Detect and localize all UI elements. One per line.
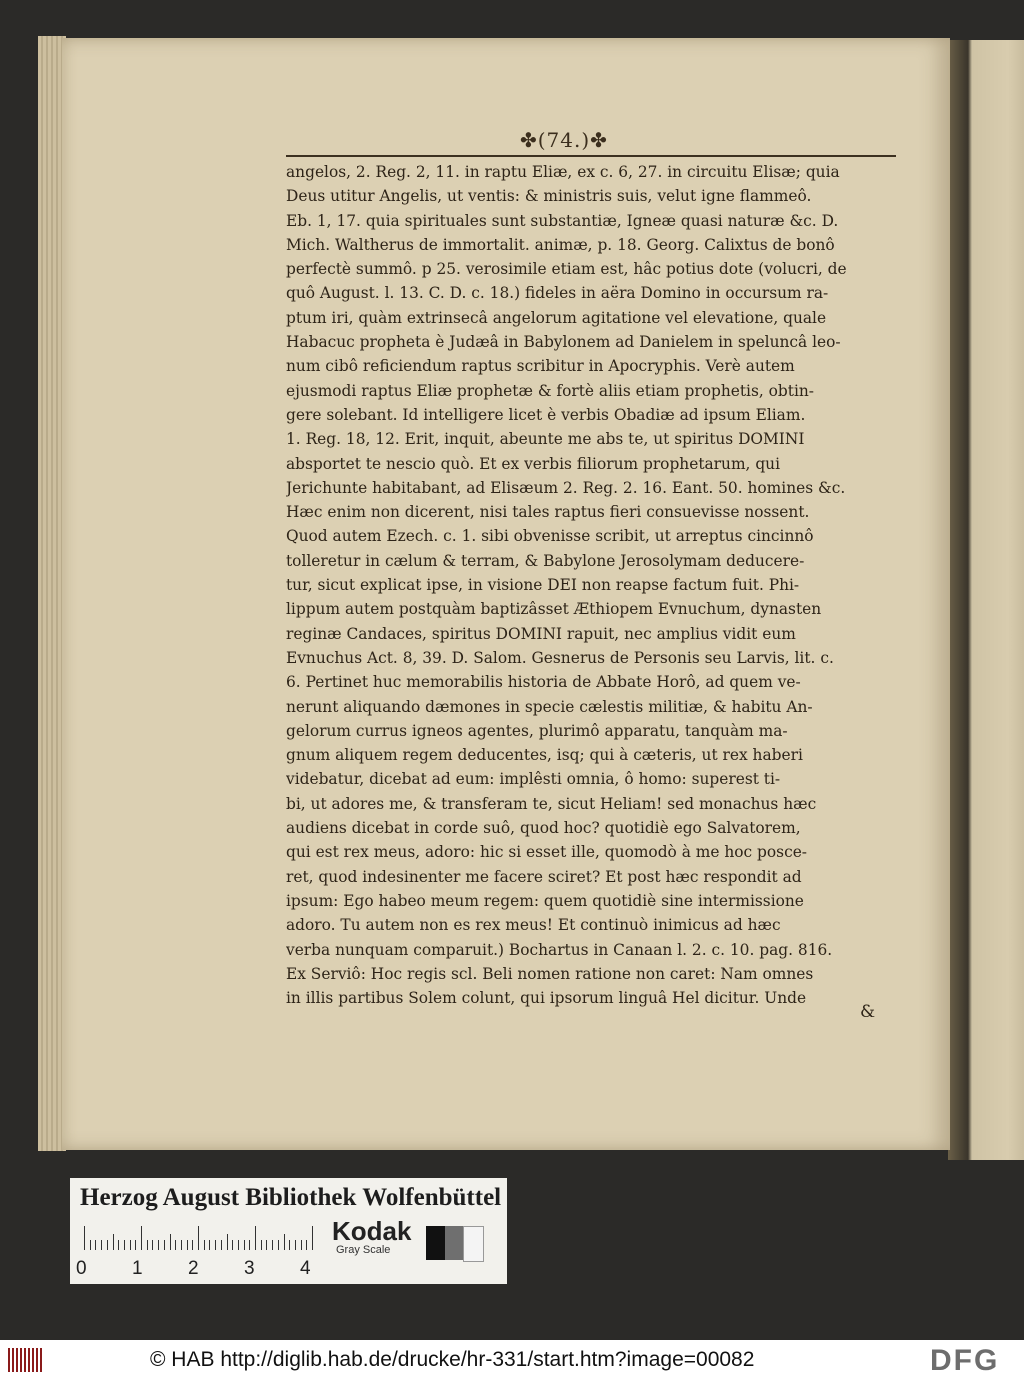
- ruler-tick: [198, 1226, 199, 1250]
- ruler-tick: [232, 1240, 233, 1250]
- kodak-logo: Kodak: [332, 1216, 412, 1246]
- catchword: &: [860, 1002, 876, 1022]
- ruler-tick: [101, 1240, 102, 1250]
- text-line: ptum iri, quàm extrinsecâ angelorum agitatione vel elevatione, quale: [286, 308, 827, 327]
- text-line: angelos, 2. Reg. 2, 11. in raptu Eliæ, ex c. 6, 27. in circuitu Elisæ; quia: [286, 163, 840, 181]
- text-line: verba nunquam comparuit.) Bochartus in Canaan l. 2. c. 10. pag. 816.: [286, 940, 833, 959]
- ruler-tick: [187, 1240, 188, 1250]
- text-line: Deus utitur Angelis, ut ventis: & ministris suis, velut igne flammeô.: [286, 187, 812, 206]
- text-line: bi, ut adores me, & transferam te, sicut Heliam! sed monachus hæc: [286, 794, 817, 813]
- ruler-tick: [255, 1226, 256, 1250]
- ruler-tick: [272, 1240, 273, 1250]
- ruler-tick: [152, 1240, 153, 1250]
- library-name: Herzog August Bibliothek Wolfenbüttel: [80, 1184, 502, 1211]
- text-line: Hæc enim non dicerent, nisi tales raptus fieri consuevisse nossent.: [286, 503, 810, 522]
- swatch-gray: [445, 1226, 464, 1260]
- text-line: 6. Pertinet huc memorabilis historia de Abbate Horô, ad quem ve-: [286, 673, 801, 692]
- ruler-numbers: [76, 1258, 316, 1280]
- reference-card: [70, 1178, 507, 1284]
- ruler-tick: [113, 1234, 114, 1250]
- ruler-tick: [130, 1240, 131, 1250]
- ruler-tick: [147, 1240, 148, 1250]
- header-rule: [286, 155, 896, 157]
- text-line: nerunt aliquando dæmones in specie cælestis militiæ, & habitu An-: [286, 697, 813, 716]
- ruler-scale: [84, 1226, 312, 1250]
- ruler-tick: [249, 1240, 250, 1250]
- ruler-number: 3: [244, 1258, 255, 1279]
- ruler-tick: [284, 1234, 285, 1250]
- text-line: perfectè summô. p 25. verosimile etiam est, hâc potius dote (volucri, de: [286, 260, 847, 279]
- ruler-tick: [221, 1240, 222, 1250]
- ruler-tick: [175, 1240, 176, 1250]
- ruler-tick: [158, 1240, 159, 1250]
- footer-bar: [0, 1340, 1024, 1381]
- ruler-tick: [278, 1240, 279, 1250]
- text-line: ejusmodi raptus Eliæ prophetæ & fortè aliis etiam prophetis, obtin-: [286, 381, 815, 400]
- text-line: tur, sicut explicat ipse, in visione DEI non reapse factum fuit. Phi-: [286, 576, 800, 595]
- ruler-tick: [192, 1240, 193, 1250]
- ruler-number: 4: [300, 1258, 311, 1279]
- text-line: gnum aliquem regem deducentes, isq; qui à cæteris, ut rex haberi: [286, 746, 803, 765]
- ruler-tick: [107, 1240, 108, 1250]
- text-line: Quod autem Ezech. c. 1. sibi obvenisse scribit, ut arreptus cincinnô: [286, 527, 814, 546]
- gray-swatches: [426, 1226, 484, 1260]
- swatch-black: [426, 1226, 445, 1260]
- text-line: audiens dicebat in corde suô, quod hoc? quotidiè ego Salvatorem,: [286, 819, 801, 838]
- text-line: quô August. l. 13. C. D. c. 18.) fideles in aëra Domino in occursum ra-: [286, 284, 829, 303]
- ruler-tick: [261, 1240, 262, 1250]
- ruler-tick: [135, 1240, 136, 1250]
- ruler-number: 0: [76, 1258, 87, 1279]
- ruler-tick: [238, 1240, 239, 1250]
- ruler-tick: [164, 1240, 165, 1250]
- facing-page-edge: [948, 40, 1024, 1160]
- ruler-tick: [170, 1234, 171, 1250]
- text-line: videbatur, dicebat ad eum: implêsti omnia, ô homo: superest ti-: [286, 770, 781, 789]
- page-text: [286, 160, 898, 1010]
- ruler-tick: [209, 1240, 210, 1250]
- dfg-logo: DFG: [930, 1344, 1000, 1377]
- ruler-tick: [266, 1240, 267, 1250]
- text-line: tolleretur in cælum & terram, & Babylone Jerosolymam deducere-: [286, 551, 805, 570]
- text-line: gelorum currus igneos agentes, plurimô apparatu, tanquàm ma-: [286, 721, 788, 740]
- swatch-white: [463, 1226, 484, 1262]
- ruler-tick: [204, 1240, 205, 1250]
- ruler-tick: [95, 1240, 96, 1250]
- text-line: Eb. 1, 17. quia spirituales sunt substantiæ, Igneæ quasi naturæ &c. D.: [286, 211, 839, 230]
- text-line: qui est rex meus, adoro: hic si esset ille, quomodò à me hoc posce-: [286, 843, 807, 862]
- ruler-tick: [227, 1234, 228, 1250]
- page-header: ✤(74.)✤: [520, 128, 608, 152]
- text-line: Evnuchus Act. 8, 39. D. Salom. Gesnerus de Personis seu Larvis, lit. c.: [286, 648, 834, 667]
- ruler-tick: [312, 1226, 313, 1250]
- copyright-url[interactable]: © HAB http://diglib.hab.de/drucke/hr-331/start.htm?image=00082: [150, 1348, 755, 1371]
- ruler-tick: [84, 1226, 85, 1250]
- ruler-tick: [181, 1240, 182, 1250]
- text-line: Mich. Waltherus de immortalit. animæ, p. 18. Georg. Calixtus de bonô: [286, 235, 835, 254]
- text-line: ret, quod indesinenter me facere sciret? Et post hæc respondit ad: [286, 867, 802, 886]
- text-line: 1. Reg. 18, 12. Erit, inquit, abeunte me abs te, ut spiritus DOMINI: [286, 430, 805, 449]
- text-line: ipsum: Ego habeo meum regem: quem quotidiè sine intermissione: [286, 891, 804, 910]
- hab-logo-icon: [8, 1348, 42, 1372]
- ruler-tick: [124, 1240, 125, 1250]
- text-line: Jerichunte habitabant, ad Elisæum 2. Reg. 2. 16. Eant. 50. homines &c.: [286, 478, 846, 497]
- ruler-number: 1: [132, 1258, 143, 1279]
- text-line: Ex Serviô: Hoc regis scl. Beli nomen ratione non caret: Nam omnes: [286, 964, 814, 983]
- ruler-tick: [306, 1240, 307, 1250]
- ruler-tick: [215, 1240, 216, 1250]
- text-line: adoro. Tu autem non es rex meus! Et continuò inimicus ad hæc: [286, 916, 781, 935]
- text-line: Habacuc propheta è Judæâ in Babylonem ad Danielem in speluncâ leo-: [286, 333, 841, 352]
- ruler-tick: [141, 1226, 142, 1250]
- text-line: in illis partibus Solem colunt, qui ipsorum linguâ Hel dicitur. Unde: [286, 989, 807, 1008]
- ruler-tick: [301, 1240, 302, 1250]
- text-line: lippum autem postquàm baptizâsset Æthiopem Evnuchum, dynasten: [286, 600, 822, 619]
- ruler-tick: [90, 1240, 91, 1250]
- ruler-tick: [289, 1240, 290, 1250]
- text-line: absportet te nescio quò. Et ex verbis filiorum prophetarum, qui: [286, 454, 781, 473]
- text-line: reginæ Candaces, spiritus DOMINI rapuit, nec amplius vidit eum: [286, 624, 796, 643]
- ruler-number: 2: [188, 1258, 199, 1279]
- text-line: num cibô reficiendum raptus scribitur in Apocryphis. Verè autem: [286, 357, 795, 376]
- ruler-tick: [244, 1240, 245, 1250]
- text-line: gere solebant. Id intelligere licet è verbis Obadiæ ad ipsum Eliam.: [286, 405, 806, 424]
- gray-scale-label: Gray Scale: [336, 1244, 391, 1256]
- ruler-tick: [295, 1240, 296, 1250]
- ruler-tick: [118, 1240, 119, 1250]
